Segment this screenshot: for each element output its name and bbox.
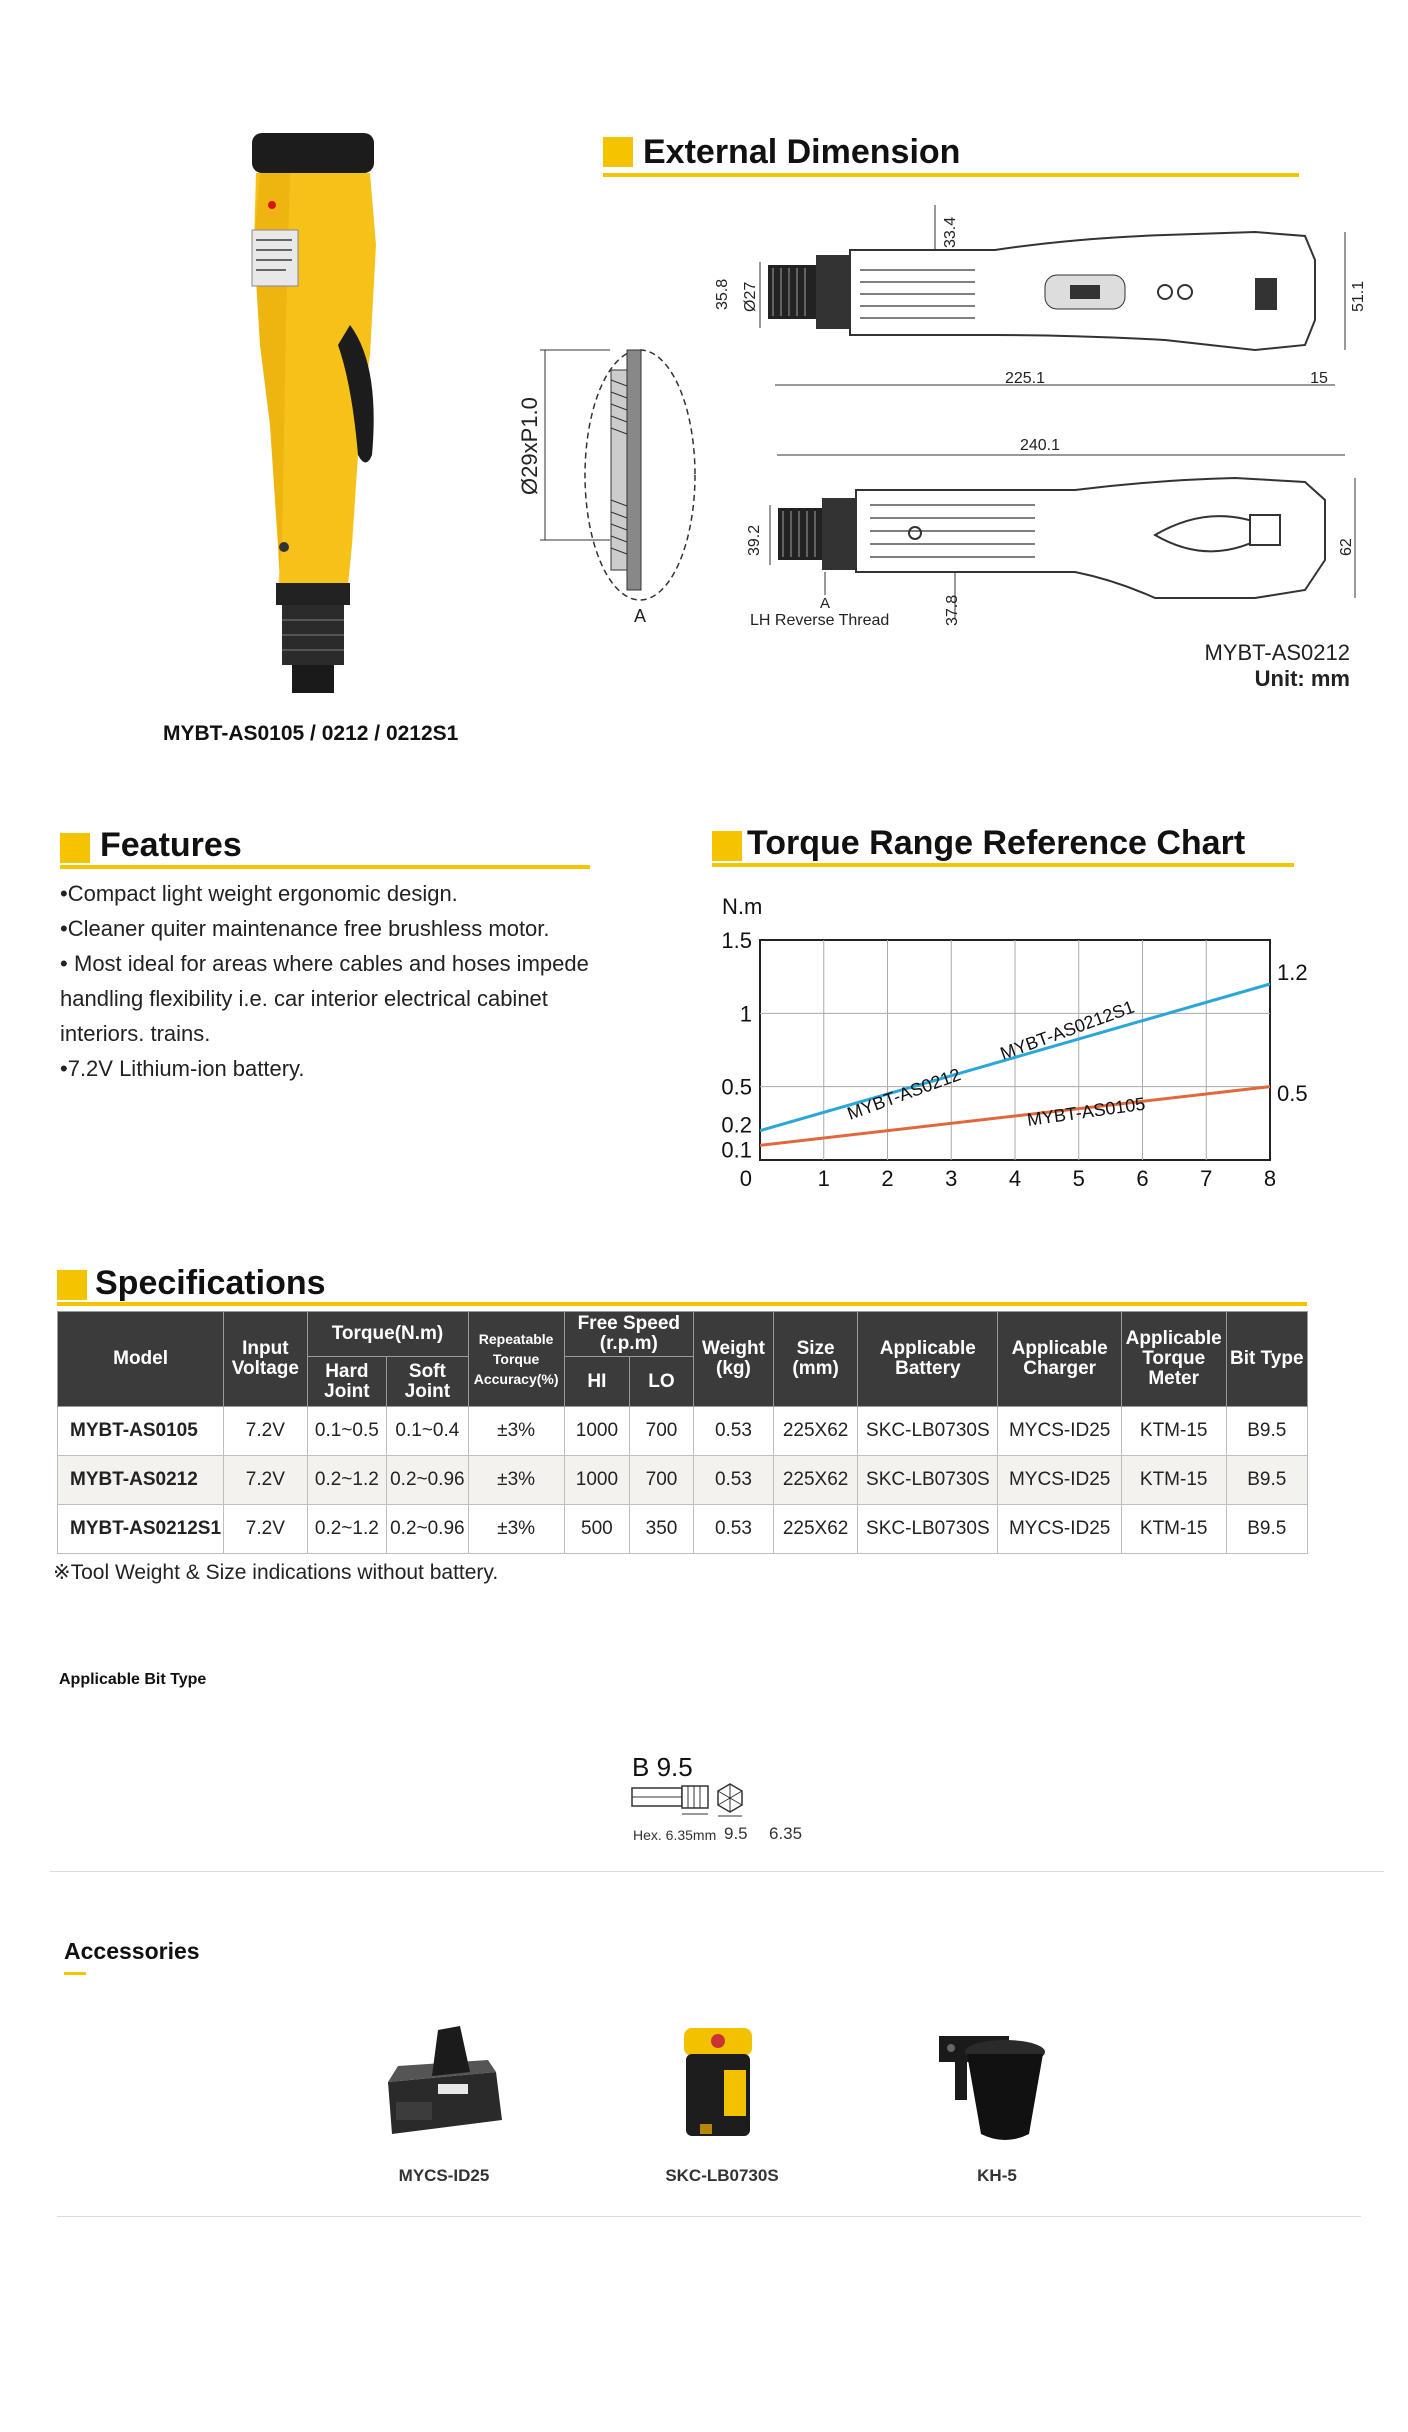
- dim-358: 35.8: [714, 278, 731, 310]
- section-marker: [60, 833, 90, 863]
- th-hi: HI: [564, 1357, 629, 1407]
- accessory-label: KH-5: [977, 2166, 1017, 2185]
- external-dimension-title: External Dimension: [643, 133, 961, 171]
- cell-model: MYBT-AS0105: [58, 1407, 224, 1456]
- th-hard-joint: Hard Joint: [307, 1357, 387, 1407]
- bit-type-name: B 9.5: [632, 1752, 693, 1782]
- accessories-underline: [64, 1972, 86, 1975]
- cell-bit: B9.5: [1226, 1456, 1307, 1505]
- th-input-voltage: Input Voltage: [224, 1312, 307, 1407]
- x-tick-label: 3: [945, 1166, 958, 1191]
- cell-lo: 350: [630, 1505, 694, 1554]
- dim-a-arrow: A: [820, 595, 831, 612]
- cell-charger: MYCS-ID25: [998, 1407, 1121, 1456]
- cell-model: MYBT-AS0212S1: [58, 1505, 224, 1554]
- cell-accuracy: ±3%: [468, 1505, 564, 1554]
- th-model: Model: [58, 1312, 224, 1407]
- bit-type-title: Applicable Bit Type: [59, 1671, 207, 1688]
- cell-charger: MYCS-ID25: [998, 1505, 1121, 1554]
- accessory-label: MYCS-ID25: [398, 2166, 490, 2185]
- cell-meter: KTM-15: [1121, 1505, 1226, 1554]
- series-label-0212s1: MYBT-AS0212S1: [997, 996, 1137, 1064]
- cell-size: 225X62: [774, 1505, 858, 1554]
- screwdriver-illustration: [220, 125, 420, 715]
- x-tick-label: 5: [1072, 1166, 1085, 1191]
- cell-accuracy: ±3%: [468, 1456, 564, 1505]
- accessory-battery-image: [680, 2024, 756, 2142]
- cell-battery: SKC-LB0730S: [858, 1407, 998, 1456]
- cell-size: 225X62: [774, 1456, 858, 1505]
- x-tick-label: 8: [1263, 1166, 1277, 1191]
- cell-hi: 1000: [564, 1456, 629, 1505]
- cell-weight: 0.53: [693, 1407, 773, 1456]
- x-tick-label: 1: [817, 1166, 830, 1191]
- cell-hard: 0.2~1.2: [307, 1456, 387, 1505]
- x-tick-label: 7: [1200, 1166, 1213, 1191]
- dim-62: 62: [1338, 538, 1355, 556]
- th-weight: Weight (kg): [693, 1312, 773, 1407]
- cell-battery: SKC-LB0730S: [858, 1456, 998, 1505]
- y-tick-label: 0.1: [721, 1137, 752, 1163]
- feature-item: •Cleaner quiter maintenance free brushless motor.: [60, 916, 550, 941]
- cell-lo: 700: [630, 1456, 694, 1505]
- dim-lh-reverse: LH Reverse Thread: [750, 612, 890, 629]
- th-meter: Applicable Torque Meter: [1121, 1312, 1226, 1407]
- bit-hex-label: Hex. 6.35mm: [633, 1827, 717, 1843]
- table-row: [58, 1407, 1308, 1456]
- dim-2401: 240.1: [1019, 437, 1061, 454]
- dimension-unit: Unit: mm: [1254, 666, 1350, 691]
- cell-soft: 0.1~0.4: [387, 1407, 468, 1456]
- feature-item: •7.2V Lithium-ion battery.: [60, 1056, 305, 1081]
- torque-chart-title: Torque Range Reference Chart: [747, 824, 1246, 862]
- cell-battery: SKC-LB0730S: [858, 1505, 998, 1554]
- y-tick-label: 0.5: [721, 1074, 752, 1100]
- section-underline: [60, 865, 590, 869]
- th-battery: Applicable Battery: [858, 1312, 998, 1407]
- dim-a-detail: A: [633, 606, 647, 626]
- section-underline: [57, 1302, 1307, 1306]
- table-row: [58, 1505, 1308, 1554]
- th-charger: Applicable Charger: [998, 1312, 1121, 1407]
- y-tick-label: 1.5: [721, 928, 752, 953]
- cell-charger: MYCS-ID25: [998, 1456, 1121, 1505]
- divider: [57, 2216, 1361, 2217]
- accessories-title: Accessories: [64, 1938, 200, 1964]
- series-label-0105: MYBT-AS0105: [1025, 1093, 1147, 1130]
- dim-2251: 225.1: [1004, 370, 1046, 387]
- cell-accuracy: ±3%: [468, 1407, 564, 1456]
- cell-bit: B9.5: [1226, 1407, 1307, 1456]
- dim-392: 39.2: [746, 524, 763, 556]
- accessory-label: SKC-LB0730S: [665, 2166, 779, 2185]
- features-title: Features: [100, 826, 242, 864]
- cell-voltage: 7.2V: [224, 1407, 307, 1456]
- cell-size: 225X62: [774, 1407, 858, 1456]
- dim-378: 37.8: [944, 594, 961, 626]
- cell-hi: 500: [564, 1505, 629, 1554]
- specifications-table: [57, 1311, 1308, 1554]
- bit-len-label: 9.5: [724, 1824, 748, 1843]
- th-soft-joint: Soft Joint: [387, 1357, 468, 1407]
- y-tick-label: 0: [739, 1166, 752, 1191]
- product-image: [220, 125, 420, 715]
- specifications-title: Specifications: [95, 1264, 326, 1302]
- feature-item: • Most ideal for areas where cables and hoses impede handling flexibility i.e. car interior electrical cabinet interiors. trains.: [60, 951, 589, 1046]
- x-tick-label: 4: [1008, 1166, 1022, 1191]
- series-label-0212: MYBT-AS0212: [844, 1064, 964, 1124]
- y-unit-label: N.m: [722, 894, 763, 919]
- end-label-top: 1.2: [1277, 960, 1308, 985]
- dim-511: 51.1: [1350, 280, 1367, 312]
- cell-weight: 0.53: [693, 1505, 773, 1554]
- y-tick-label: 1: [739, 1001, 752, 1027]
- cell-weight: 0.53: [693, 1456, 773, 1505]
- cell-soft: 0.2~0.96: [387, 1505, 468, 1554]
- product-caption: MYBT-AS0105 / 0212 / 0212S1: [163, 722, 459, 745]
- cell-hard: 0.2~1.2: [307, 1505, 387, 1554]
- bit-dia-label: 6.35: [769, 1824, 803, 1843]
- section-underline: [712, 863, 1294, 867]
- section-marker: [57, 1270, 87, 1300]
- cell-model: MYBT-AS0212: [58, 1456, 224, 1505]
- dim-334: 33.4: [942, 216, 959, 248]
- torque-chart: [700, 880, 1340, 1220]
- dim-15: 15: [1310, 370, 1328, 387]
- cell-soft: 0.2~0.96: [387, 1456, 468, 1505]
- th-free-speed: Free Speed (r.p.m): [564, 1312, 693, 1357]
- accessory-holder-image: [935, 2030, 1055, 2150]
- th-size: Size (mm): [774, 1312, 858, 1407]
- cell-bit: B9.5: [1226, 1505, 1307, 1554]
- th-torque: Torque(N.m): [307, 1312, 468, 1357]
- dim-thread: Ø29xP1.0: [517, 397, 542, 495]
- section-marker: [712, 831, 742, 861]
- th-accuracy: Repeatable Torque Accuracy(%): [468, 1312, 564, 1407]
- th-lo: LO: [630, 1357, 694, 1407]
- end-label-bottom: 0.5: [1277, 1081, 1308, 1106]
- cell-lo: 700: [630, 1407, 694, 1456]
- section-underline: [603, 173, 1299, 177]
- cell-hard: 0.1~0.5: [307, 1407, 387, 1456]
- dimension-drawing: [515, 200, 1367, 640]
- cell-meter: KTM-15: [1121, 1407, 1226, 1456]
- cell-hi: 1000: [564, 1407, 629, 1456]
- cell-voltage: 7.2V: [224, 1505, 307, 1554]
- cell-voltage: 7.2V: [224, 1456, 307, 1505]
- section-marker: [603, 137, 633, 167]
- dimension-model: MYBT-AS0212: [1204, 640, 1350, 665]
- spec-note: ※Tool Weight & Size indications without battery.: [53, 1561, 499, 1584]
- cell-meter: KTM-15: [1121, 1456, 1226, 1505]
- table-row: [58, 1456, 1308, 1505]
- feature-item: •Compact light weight ergonomic design.: [60, 881, 458, 906]
- dim-27: Ø27: [742, 281, 759, 312]
- divider: [50, 1871, 1384, 1872]
- y-tick-label: 0.2: [721, 1112, 752, 1138]
- x-tick-label: 2: [881, 1166, 894, 1191]
- th-bit-type: Bit Type: [1226, 1312, 1307, 1407]
- accessory-charger-image: [378, 2022, 508, 2140]
- x-tick-label: 6: [1136, 1166, 1149, 1191]
